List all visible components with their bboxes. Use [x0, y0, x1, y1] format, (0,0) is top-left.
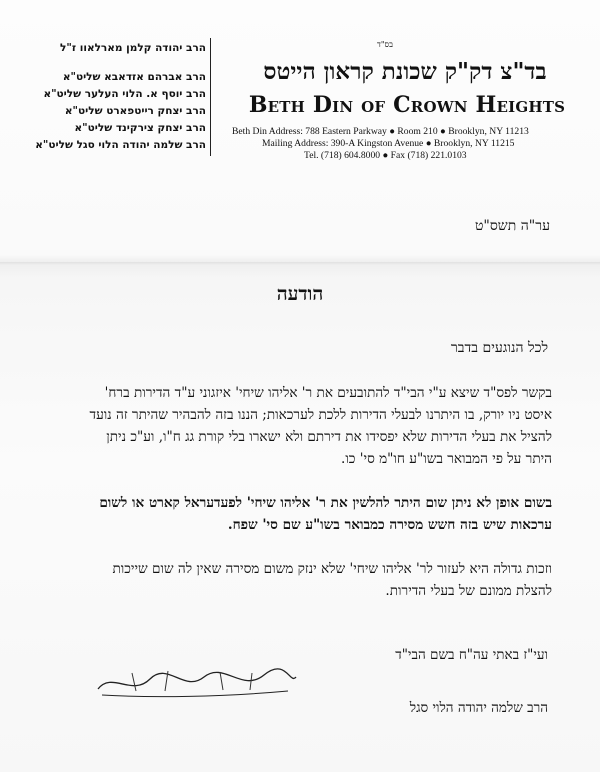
- rabbi-member: הרב יוסף א. הלוי העלער שליט"א: [43, 88, 206, 100]
- letter-date: ער"ה תשס"ט: [474, 218, 550, 234]
- rabbi-head: הרב יהודה קלמן מארלאוו ז"ל: [60, 42, 206, 54]
- letterhead-divider: [210, 38, 211, 156]
- rabbi-member: הרב אברהם אזדאבא שליט"א: [62, 71, 206, 83]
- closing-line: ועי"ז באתי עה"ח בשם הבי"ד: [395, 647, 548, 663]
- court-address: [222, 126, 592, 162]
- address-line: Beth Din Address: 788 Eastern Parkway ● Room 210 ● Brooklyn, NY 11213: [232, 126, 529, 137]
- phone-fax-line: Tel. (718) 604.8000 ● Fax (718) 221.0103: [304, 150, 467, 161]
- handwritten-signature: [92, 667, 302, 701]
- rabbi-member: הרב יצחק רייטפארט שליט"א: [64, 105, 206, 117]
- paragraph-2: בשום אופן לא ניתן שום היתר להלשין את ר' אליהו שיחי' לפעדעראל קארט או לשום ערכאות שיש בזה חשש מסירה כמבואר בשו"ע שם סי' שפח.: [99, 495, 552, 533]
- rabbi-member: הרב שלמה יהודה הלוי סגל שליט"א: [35, 139, 206, 151]
- court-name-english: Beth Din of Crown Heights: [248, 92, 566, 118]
- rabbi-member: הרב יצחק צירקינד שליט"א: [74, 122, 206, 134]
- letter-title: הודעה: [276, 283, 324, 305]
- bsd-mark: בס"ד: [377, 40, 393, 49]
- letter-greeting: לכל הנוגעים בדבר: [450, 340, 548, 356]
- court-name-hebrew: בד"צ דק"ק שכונת קראון הייטס: [263, 58, 547, 85]
- paper-fold-line: [0, 262, 600, 265]
- rabbis-list: [20, 40, 206, 154]
- paragraph-1: בקשר לפס"ד שיצא ע"י הבי"ד להתובעים את ר' אליהו שיחי' איזגוני ע"ד הדירות ברח' איסט ניו יורק, בו היתרנו לבעלי הדירות ללכת לערכאות; הננו בזה להבהיר שהיתר זה נועד להציל את בעלי הדירות שלא יפסידו את דירתם ולא ישארו בלי קורת גג ח"ו, וע"כ ניתן היתר על פי המבואר בשו"ע חו"מ סי' כו.: [89, 385, 552, 467]
- signer-name: הרב שלמה יהודה הלוי סגל: [409, 700, 548, 716]
- mailing-address-line: Mailing Address: 390-A Kingston Avenue ● Brooklyn, NY 11215: [262, 138, 515, 149]
- paragraph-3: וזכות גדולה היא לעזור לר' אליהו שיחי' שלא ינזק משום מסירה שאין לה שום שייכות להצלת ממונם של בעלי הדירות.: [112, 561, 552, 599]
